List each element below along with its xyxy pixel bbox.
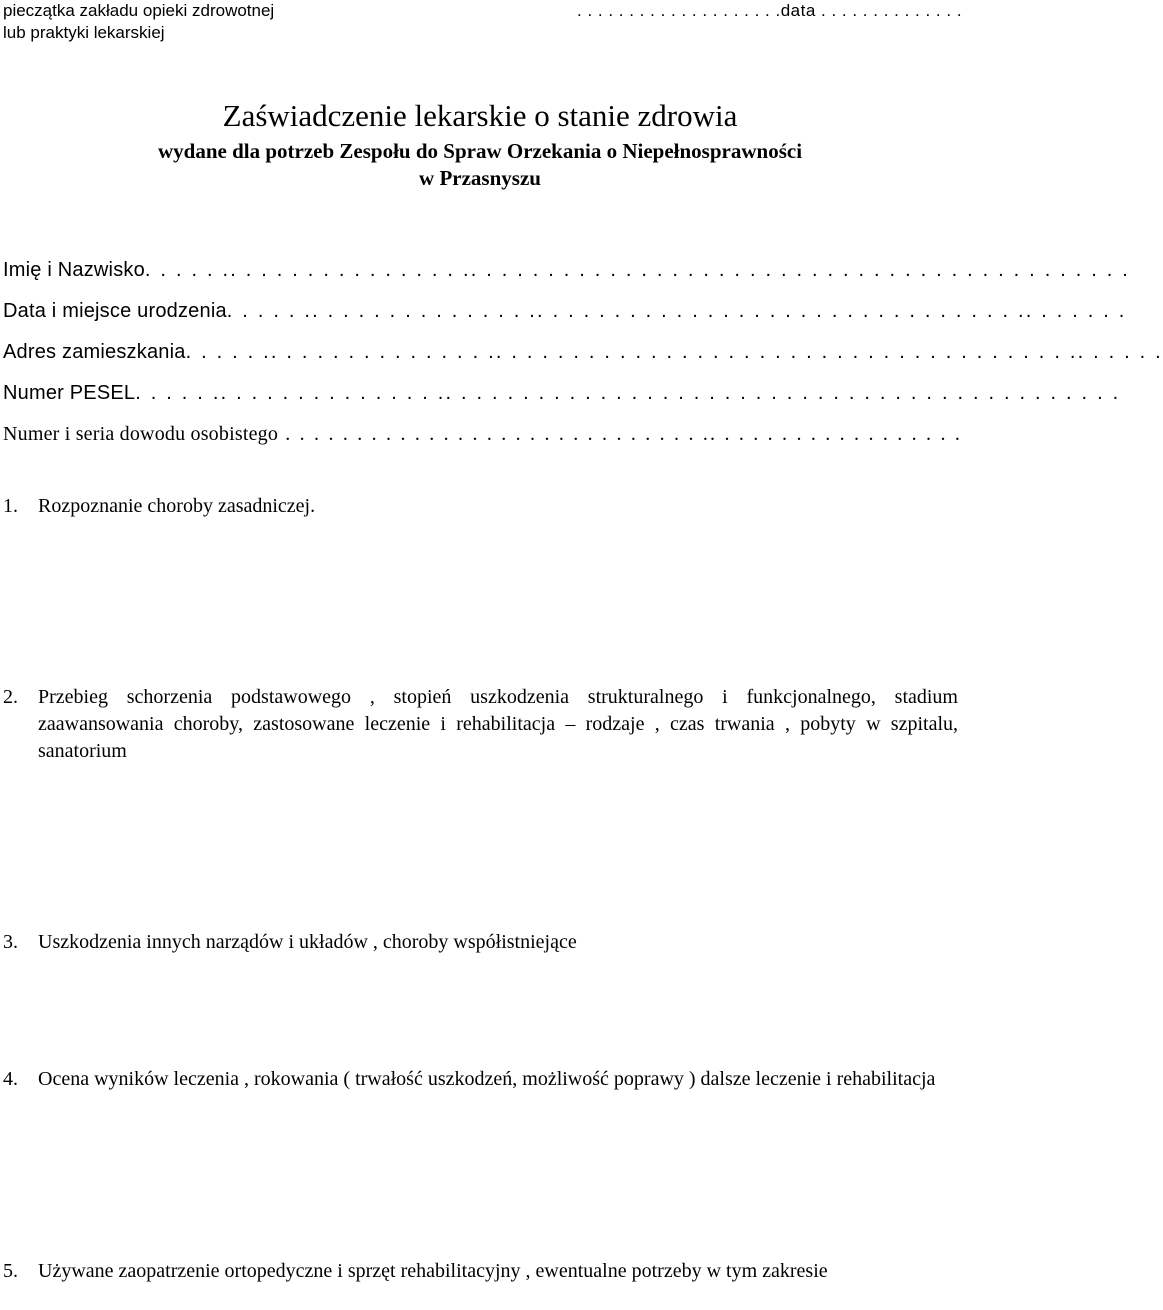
- section-number: 1.: [3, 495, 18, 517]
- document-title: Zaświadczenie lekarskie o stanie zdrowia: [222, 98, 738, 133]
- pesel-field[interactable]: [3, 382, 1120, 405]
- id-document-field-label: Numer i seria dowodu osobistego: [3, 423, 279, 445]
- document-subtitle-line1: wydane dla potrzeb Zespołu do Spraw Orzekania o Niepełnosprawności: [157, 139, 803, 163]
- section-treatment-assessment: [3, 1066, 958, 1093]
- section-heading: Przebieg schorzenia podstawowego , stopień uszkodzenia strukturalnego i funkcjonalnego, stadium zaawansowania choroby, zastosowane leczenie i rehabilitacja – rodzaje , czas trwania , pobyty w szpitalu, sanatorium: [38, 686, 958, 762]
- birth-field[interactable]: [3, 300, 1127, 323]
- pesel-field-label: Numer PESEL: [3, 382, 136, 404]
- section-number: 4.: [3, 1068, 18, 1090]
- section-diagnosis: [3, 493, 958, 520]
- section-number: 5.: [3, 1260, 18, 1282]
- birth-field-dots: . . . . . .. . . . . . . . . . . . . . .. . . . . . . . . . . . . . . . . . . . . . . . . . . . . . . .. . . . . . .: [226, 300, 1127, 322]
- id-document-field[interactable]: [3, 423, 962, 446]
- pesel-field-dots: . . . . . .. . . . . . . . . . . . . . .. . . . . . . . . . . . . . . . . . . . . . . . . . . . . . . . . . . . . . . . . . . .: [135, 382, 1121, 404]
- section-heading: Używane zaopatrzenie ortopedyczne i sprzęt rehabilitacyjny , ewentualne potrzeby w tym zakresie: [38, 1260, 828, 1282]
- name-field[interactable]: [3, 259, 1130, 282]
- section-disease-course: [3, 684, 958, 765]
- address-field-label: Adres zamieszkania: [3, 341, 186, 363]
- section-heading: Ocena wyników leczenia , rokowania ( trwałość uszkodzeń, możliwość poprawy ) dalsze leczenie i rehabilitacja: [38, 1068, 936, 1090]
- section-heading: Uszkodzenia innych narządów i układów , choroby współistniejące: [38, 931, 577, 953]
- address-field-dots: . . . . . .. . . . . . . . . . . . . . .. . . . . . . . . . . . . . . . . . . . . . . . . . . . . . . . . . . . . .. . . . . .: [185, 341, 1163, 363]
- stamp-label-line1: pieczątka zakładu opieki zdrowotnej: [3, 1, 275, 20]
- section-comorbidities: [3, 929, 958, 956]
- birth-field-label: Data i miejsce urodzenia: [3, 300, 227, 322]
- id-document-field-dots: . . . . . . . . . . . . . . . . . . . . . . . . . . . . . .. . . . . . . . . . . . . . . . . .: [278, 423, 963, 445]
- address-field[interactable]: [3, 341, 1163, 364]
- name-field-dots: . . . . . .. . . . . . . . . . . . . . . .. . . . . . . . . . . . . . . . . . . . . . . . . . . . . . . . . . . . . . . . . . .: [144, 259, 1131, 281]
- section-number: 3.: [3, 931, 18, 953]
- stamp-label-line2: lub praktyki lekarskiej: [3, 23, 165, 42]
- section-number: 2.: [3, 686, 18, 708]
- section-heading: Rozpoznanie choroby zasadniczej.: [38, 495, 316, 517]
- document-subtitle-line2: w Przasnyszu: [419, 166, 541, 190]
- name-field-label: Imię i Nazwisko: [3, 259, 145, 281]
- date-field[interactable]: . . . . . . . . . . . . . . . . . . . .data . . . . . . . . . . . . . .: [577, 1, 963, 20]
- section-orthopedic-equipment: [3, 1258, 958, 1285]
